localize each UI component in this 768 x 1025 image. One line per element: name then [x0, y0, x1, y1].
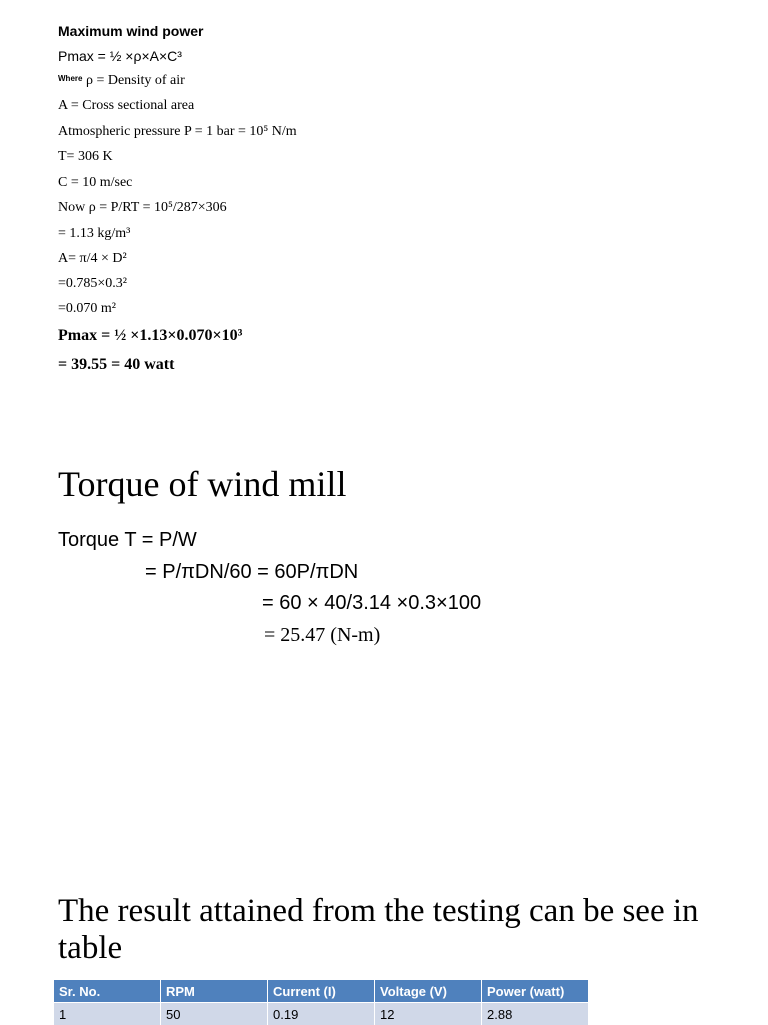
- density-value: = 1.13 kg/m³: [58, 226, 130, 242]
- table-cell-sr-no: 1: [54, 1003, 161, 1025]
- torque-formula-step2: = P/πDN/60 = 60P/πDN: [145, 561, 358, 584]
- column-header-rpm: RPM: [161, 980, 268, 1003]
- column-header-current: Current (I): [268, 980, 375, 1003]
- area-value: =0.070 m²: [58, 301, 116, 317]
- table-cell-power: 2.88: [482, 1003, 589, 1025]
- column-header-voltage: Voltage (V): [375, 980, 482, 1003]
- pmax-formula: Pmax = ½ ×ρ×A×C³: [58, 48, 182, 64]
- column-header-sr-no: Sr. No.: [54, 980, 161, 1003]
- table-header-row: [54, 980, 589, 1003]
- area-definition: A = Cross sectional area: [58, 98, 194, 114]
- table-cell-current: 0.19: [268, 1003, 375, 1025]
- table-cell-rpm: 50: [161, 1003, 268, 1025]
- where-label: Where: [58, 74, 82, 83]
- density-definition: [58, 73, 185, 89]
- torque-heading: Torque of wind mill: [58, 463, 346, 505]
- area-substitution: =0.785×0.3²: [58, 276, 127, 292]
- wind-velocity: C = 10 m/sec: [58, 175, 132, 191]
- torque-substitution: = 60 × 40/3.14 ×0.3×100: [262, 592, 481, 615]
- area-equation: A= π/4 × D²: [58, 251, 127, 267]
- results-heading: The result attained from the testing can be see in table: [58, 893, 738, 967]
- torque-formula: Torque T = P/W: [58, 529, 197, 552]
- wind-power-heading: Maximum wind power: [58, 23, 203, 39]
- atmospheric-pressure: Atmospheric pressure P = 1 bar = 10⁵ N/m: [58, 124, 297, 140]
- results-table: [54, 980, 589, 1025]
- table-cell-voltage: 12: [375, 1003, 482, 1025]
- column-header-power: Power (watt): [482, 980, 589, 1003]
- pmax-value: = 39.55 = 40 watt: [58, 356, 174, 374]
- torque-result: = 25.47 (N-m): [264, 624, 380, 647]
- temperature: T= 306 K: [58, 149, 113, 165]
- density-equation: Now ρ = P/RT = 10⁵/287×306: [58, 200, 227, 216]
- pmax-equation: Pmax = ½ ×1.13×0.070×10³: [58, 327, 242, 345]
- table-row: [54, 1003, 589, 1025]
- density-definition-text: ρ = Density of air: [86, 73, 185, 88]
